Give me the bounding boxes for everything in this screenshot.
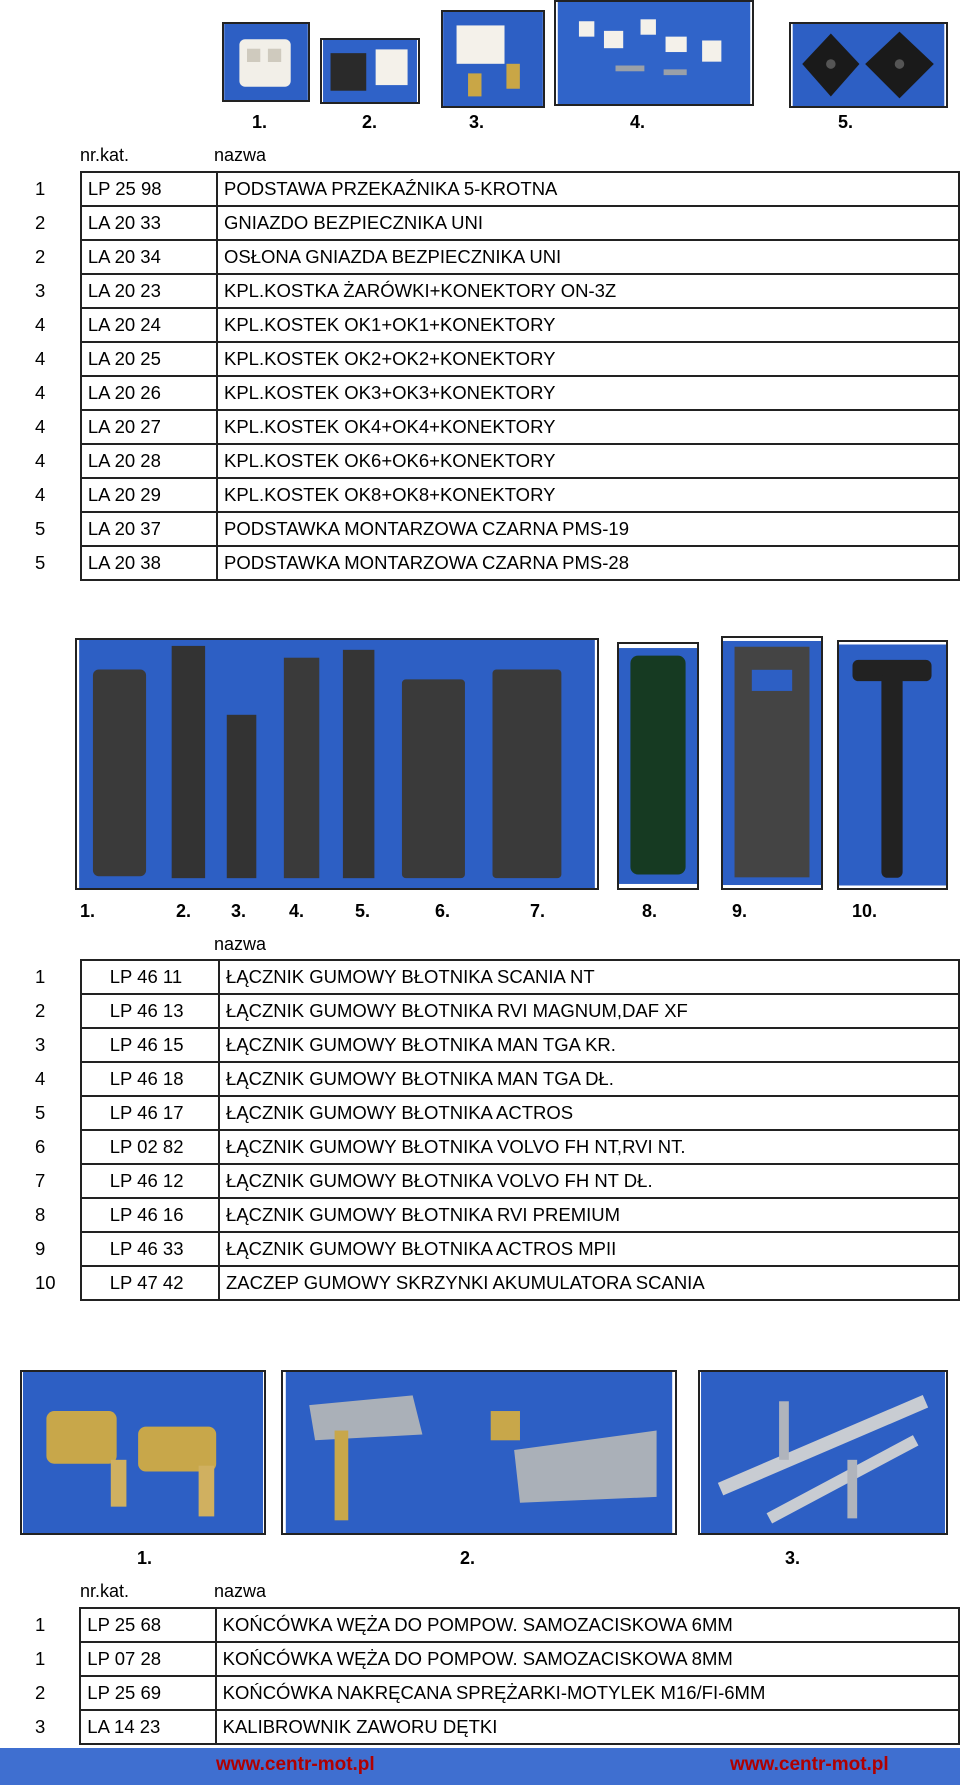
table-row — [29, 1266, 959, 1300]
item-name: KPL.KOSTEK OK1+OK1+KONEKTORY — [217, 308, 959, 342]
catalog-code: LA 20 27 — [81, 410, 217, 444]
photo-label-2: 2. — [176, 901, 192, 921]
catalog-code: LP 25 98 — [81, 172, 217, 206]
row-number: 10 — [35, 1272, 56, 1293]
butterfly-nut-photo — [281, 1370, 677, 1535]
photo-label-1: 1. — [80, 901, 96, 921]
catalog-code: LP 46 18 — [81, 1062, 219, 1096]
row-number: 4 — [35, 314, 46, 335]
photo-label-9: 9. — [732, 901, 748, 921]
catalog-code: LA 20 33 — [81, 206, 217, 240]
item-name: ŁĄCZNIK GUMOWY BŁOTNIKA SCANIA NT — [219, 960, 959, 994]
table-row — [29, 308, 959, 342]
catalog-code: LA 20 29 — [81, 478, 217, 512]
footer-bar — [0, 1748, 960, 1785]
table-row — [29, 274, 959, 308]
row-number: 4 — [35, 1068, 46, 1089]
row-number: 5 — [35, 518, 46, 539]
column-header-name: nazwa — [214, 145, 267, 165]
photo-label-3: 3. — [785, 1548, 801, 1568]
table-row — [29, 1096, 959, 1130]
catalog-code: LA 20 23 — [81, 274, 217, 308]
catalog-code: LA 20 26 — [81, 376, 217, 410]
catalog-code: LP 46 13 — [81, 994, 219, 1028]
catalog-code: LA 14 23 — [80, 1710, 215, 1744]
hose-ends-photo — [20, 1370, 266, 1535]
photo-label-5: 5. — [355, 901, 371, 921]
item-name: KOŃCÓWKA WĘŻA DO POMPOW. SAMOZACISKOWA 8MM — [216, 1642, 959, 1676]
row-number: 3 — [35, 1034, 46, 1055]
table-row — [29, 478, 959, 512]
item-name: PODSTAWA PRZEKAŹNIKA 5-KROTNA — [217, 172, 959, 206]
photo-label-2: 2. — [362, 112, 378, 132]
photo-label-8: 8. — [642, 901, 658, 921]
photo-label-7: 7. — [530, 901, 546, 921]
photo-label-1: 1. — [252, 112, 268, 132]
catalog-code: LA 20 38 — [81, 546, 217, 580]
item-name: KPL.KOSTEK OK2+OK2+KONEKTORY — [217, 342, 959, 376]
row-number: 2 — [35, 1000, 46, 1021]
item-name: KOŃCÓWKA NAKRĘCANA SPRĘŻARKI-MOTYLEK M16/FI-6MM — [216, 1676, 959, 1710]
row-number: 3 — [35, 280, 46, 301]
catalog-table-3 — [29, 1607, 960, 1745]
table-row — [29, 960, 959, 994]
photo-label-4: 4. — [289, 901, 305, 921]
column-header-name: nazwa — [214, 934, 267, 954]
table-row — [29, 342, 959, 376]
fender-connector-8-photo — [617, 642, 699, 890]
row-number: 7 — [35, 1170, 46, 1191]
item-name: ŁĄCZNIK GUMOWY BŁOTNIKA VOLVO FH NT,RVI NT. — [219, 1130, 959, 1164]
item-name: KPL.KOSTEK OK3+OK3+KONEKTORY — [217, 376, 959, 410]
table-row — [29, 444, 959, 478]
item-name: PODSTAWKA MONTARZOWA CZARNA PMS-28 — [217, 546, 959, 580]
row-number: 6 — [35, 1136, 46, 1157]
photo-label-6: 6. — [435, 901, 451, 921]
catalog-code: LA 20 28 — [81, 444, 217, 478]
relay-base-photo — [222, 22, 310, 102]
catalog-code: LP 46 15 — [81, 1028, 219, 1062]
table-row — [29, 1062, 959, 1096]
row-number: 4 — [35, 416, 46, 437]
photo-label-3: 3. — [231, 901, 247, 921]
table-row — [29, 1608, 959, 1642]
table-row — [29, 1028, 959, 1062]
item-name: PODSTAWKA MONTARZOWA CZARNA PMS-19 — [217, 512, 959, 546]
catalog-code: LA 20 37 — [81, 512, 217, 546]
fender-connector-9-photo — [721, 636, 823, 890]
table-row — [29, 172, 959, 206]
row-number: 3 — [35, 1716, 46, 1737]
table-row — [29, 1232, 959, 1266]
mount-base-photo — [789, 22, 948, 108]
photo-label-10: 10. — [852, 901, 878, 921]
catalog-code: LP 46 33 — [81, 1232, 219, 1266]
item-name: KPL.KOSTEK OK6+OK6+KONEKTORY — [217, 444, 959, 478]
footer-link-right[interactable]: www.centr-mot.pl — [730, 1754, 889, 1775]
row-number: 9 — [35, 1238, 46, 1259]
bulb-block-photo — [441, 10, 545, 108]
table-row — [29, 410, 959, 444]
connector-blocks-photo — [554, 0, 754, 106]
row-number: 2 — [35, 1682, 46, 1703]
photo-label-4: 4. — [630, 112, 646, 132]
fender-connectors-photo — [75, 638, 599, 890]
item-name: KPL.KOSTEK OK8+OK8+KONEKTORY — [217, 478, 959, 512]
table-row — [29, 1164, 959, 1198]
row-number: 4 — [35, 348, 46, 369]
catalog-code: LP 46 16 — [81, 1198, 219, 1232]
fuse-socket-photo — [320, 38, 420, 104]
photo-label-5: 5. — [838, 112, 854, 132]
catalog-code: LA 20 25 — [81, 342, 217, 376]
catalog-table-2 — [29, 959, 960, 1301]
catalog-code: LP 46 11 — [81, 960, 219, 994]
item-name: ŁĄCZNIK GUMOWY BŁOTNIKA RVI MAGNUM,DAF XF — [219, 994, 959, 1028]
row-number: 4 — [35, 382, 46, 403]
item-name: OSŁONA GNIAZDA BEZPIECZNIKA UNI — [217, 240, 959, 274]
row-number: 1 — [35, 178, 46, 199]
catalog-code: LA 20 34 — [81, 240, 217, 274]
battery-strap-photo — [837, 640, 948, 890]
row-number: 1 — [35, 1614, 46, 1635]
row-number: 1 — [35, 966, 46, 987]
row-number: 5 — [35, 1102, 46, 1123]
item-name: GNIAZDO BEZPIECZNIKA UNI — [217, 206, 959, 240]
catalog-code: LP 46 12 — [81, 1164, 219, 1198]
table-row — [29, 1710, 959, 1744]
item-name: ZACZEP GUMOWY SKRZYNKI AKUMULATORA SCANIA — [219, 1266, 959, 1300]
photo-label-3: 3. — [469, 112, 485, 132]
row-number: 1 — [35, 1648, 46, 1669]
item-name: KALIBROWNIK ZAWORU DĘTKI — [216, 1710, 959, 1744]
item-name: ŁĄCZNIK GUMOWY BŁOTNIKA MAN TGA DŁ. — [219, 1062, 959, 1096]
item-name: KPL.KOSTKA ŻARÓWKI+KONEKTORY ON-3Z — [217, 274, 959, 308]
table-row — [29, 206, 959, 240]
item-name: ŁĄCZNIK GUMOWY BŁOTNIKA RVI PREMIUM — [219, 1198, 959, 1232]
footer-link-left[interactable]: www.centr-mot.pl — [216, 1754, 375, 1775]
item-name: ŁĄCZNIK GUMOWY BŁOTNIKA ACTROS MPII — [219, 1232, 959, 1266]
catalog-code: LP 25 69 — [80, 1676, 215, 1710]
photo-label-2: 2. — [460, 1548, 476, 1568]
column-header-code: nr.kat. — [80, 145, 130, 165]
row-number: 5 — [35, 552, 46, 573]
row-number: 4 — [35, 484, 46, 505]
table-row — [29, 1676, 959, 1710]
table-row — [29, 546, 959, 580]
table-row — [29, 376, 959, 410]
column-header-code: nr.kat. — [80, 1581, 130, 1601]
column-header-name: nazwa — [214, 1581, 267, 1601]
catalog-code: LP 02 82 — [81, 1130, 219, 1164]
row-number: 2 — [35, 212, 46, 233]
catalog-code: LP 47 42 — [81, 1266, 219, 1300]
catalog-table-1 — [29, 171, 960, 581]
item-name: ŁĄCZNIK GUMOWY BŁOTNIKA ACTROS — [219, 1096, 959, 1130]
catalog-code: LP 46 17 — [81, 1096, 219, 1130]
row-number: 8 — [35, 1204, 46, 1225]
table-row — [29, 994, 959, 1028]
row-number: 4 — [35, 450, 46, 471]
item-name: ŁĄCZNIK GUMOWY BŁOTNIKA VOLVO FH NT DŁ. — [219, 1164, 959, 1198]
table-row — [29, 1130, 959, 1164]
table-row — [29, 512, 959, 546]
item-name: ŁĄCZNIK GUMOWY BŁOTNIKA MAN TGA KR. — [219, 1028, 959, 1062]
table-row — [29, 240, 959, 274]
catalog-code: LP 25 68 — [80, 1608, 215, 1642]
valve-gauge-photo — [698, 1370, 948, 1535]
table-row — [29, 1642, 959, 1676]
catalog-code: LA 20 24 — [81, 308, 217, 342]
photo-label-1: 1. — [137, 1548, 153, 1568]
item-name: KOŃCÓWKA WĘŻA DO POMPOW. SAMOZACISKOWA 6MM — [216, 1608, 959, 1642]
catalog-code: LP 07 28 — [80, 1642, 215, 1676]
item-name: KPL.KOSTEK OK4+OK4+KONEKTORY — [217, 410, 959, 444]
table-row — [29, 1198, 959, 1232]
row-number: 2 — [35, 246, 46, 267]
